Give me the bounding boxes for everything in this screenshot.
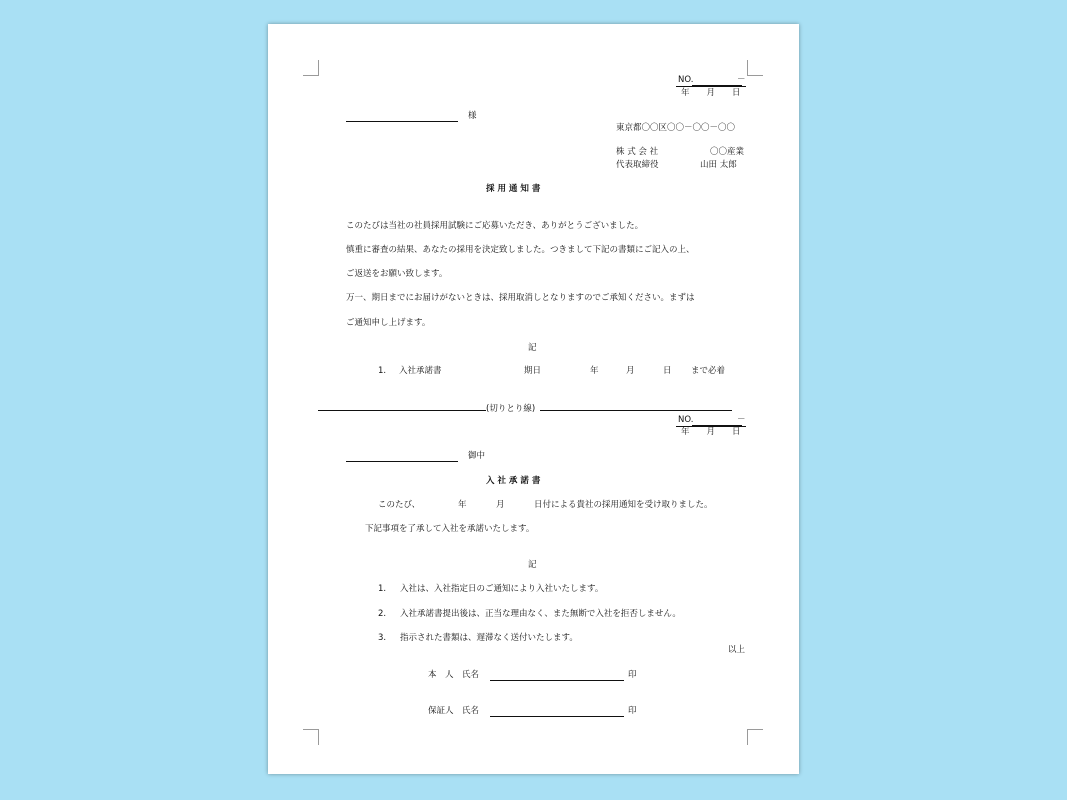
consent-item-number: 2. [378,609,387,619]
consent-number-dash: － [737,415,746,425]
consent-intro-month: 月 [496,500,505,510]
consent-number-label: NO. [678,415,694,425]
closing-word: 以上 [728,645,746,655]
addressee-suffix: 様 [468,111,477,121]
notice-item-day: 日 [663,366,672,376]
consent-ki: 記 [528,560,537,570]
notice-item-document: 入社承諾書 [399,366,442,376]
company-name: 〇〇産業 [710,147,745,157]
ceo-name: 山田 太郎 [700,160,737,170]
signature-self-label: 本 人 氏名 [428,670,480,680]
document-page [268,24,799,774]
consent-item-text: 指示された書類は、遅滞なく送付いたします。 [400,633,578,643]
notice-paragraph: ご返送をお願い致します。 [346,269,448,279]
notice-item-deadline-label: 期日 [524,366,542,376]
notice-item-number: 1. [378,366,387,376]
consent-item-number: 1. [378,584,387,594]
doc-number-label: NO. [678,75,694,85]
notice-item-required: まで必着 [691,366,726,376]
consent-item-text: 入社は、入社指定日のご通知により入社いたします。 [400,584,604,594]
ceo-title: 代表取締役 [616,160,659,170]
crop-mark-bottom-right [747,729,763,745]
crop-mark-top-right [747,60,763,76]
seal-mark-guarantor: 印 [628,706,637,716]
notice-paragraph: 慎重に審査の結果、あなたの採用を決定致しました。つきまして下記の書類にご記入の上、 [346,245,695,255]
cut-line-left [318,410,486,411]
crop-mark-bottom-left [303,729,319,745]
consent-intro-year: 年 [458,500,467,510]
cut-line-right [540,410,732,411]
consent-title: 入 社 承 諾 書 [486,476,541,486]
notice-item-year: 年 [590,366,599,376]
doc-number-dash: － [737,75,746,85]
signature-guarantor-line [490,716,624,717]
issue-date: 年 月 日 [681,88,741,98]
notice-paragraph: ご通知申し上げます。 [346,318,431,328]
cut-line-label: (切りとり線) [486,404,536,414]
consent-intro-prefix: このたび、 [378,500,421,510]
seal-mark-self: 印 [628,670,637,680]
consent-item-number: 3. [378,633,387,643]
crop-mark-top-left [303,60,319,76]
consent-item-text: 入社承諾書提出後は、正当な理由なく、また無断で入社を拒否しません。 [400,609,681,619]
consent-intro-suffix: 日付による貴社の採用通知を受け取りました。 [534,500,713,510]
notice-item-month: 月 [626,366,635,376]
date-top-rule [676,86,746,87]
company-label: 株 式 会 社 [616,147,659,157]
notice-title: 採 用 通 知 書 [486,184,541,194]
sender-address: 東京都〇〇区〇〇－〇〇－〇〇 [616,123,736,133]
consent-addressee-suffix: 御中 [468,451,486,461]
consent-addressee-line [346,461,458,462]
notice-paragraph: このたびは当社の社員採用試験にご応募いただき、ありがとうございました。 [346,221,644,231]
consent-line-2: 下記事項を了承して入社を承諾いたします。 [365,524,535,534]
notice-ki: 記 [528,343,537,353]
notice-paragraph: 万一、期日までにお届けがないときは、採用取消しとなりますのでご承知ください。まずは [346,293,695,303]
signature-self-line [490,680,624,681]
consent-date: 年 月 日 [681,427,741,437]
addressee-name-line [346,121,458,122]
signature-guarantor-label: 保証人 氏名 [428,706,480,716]
